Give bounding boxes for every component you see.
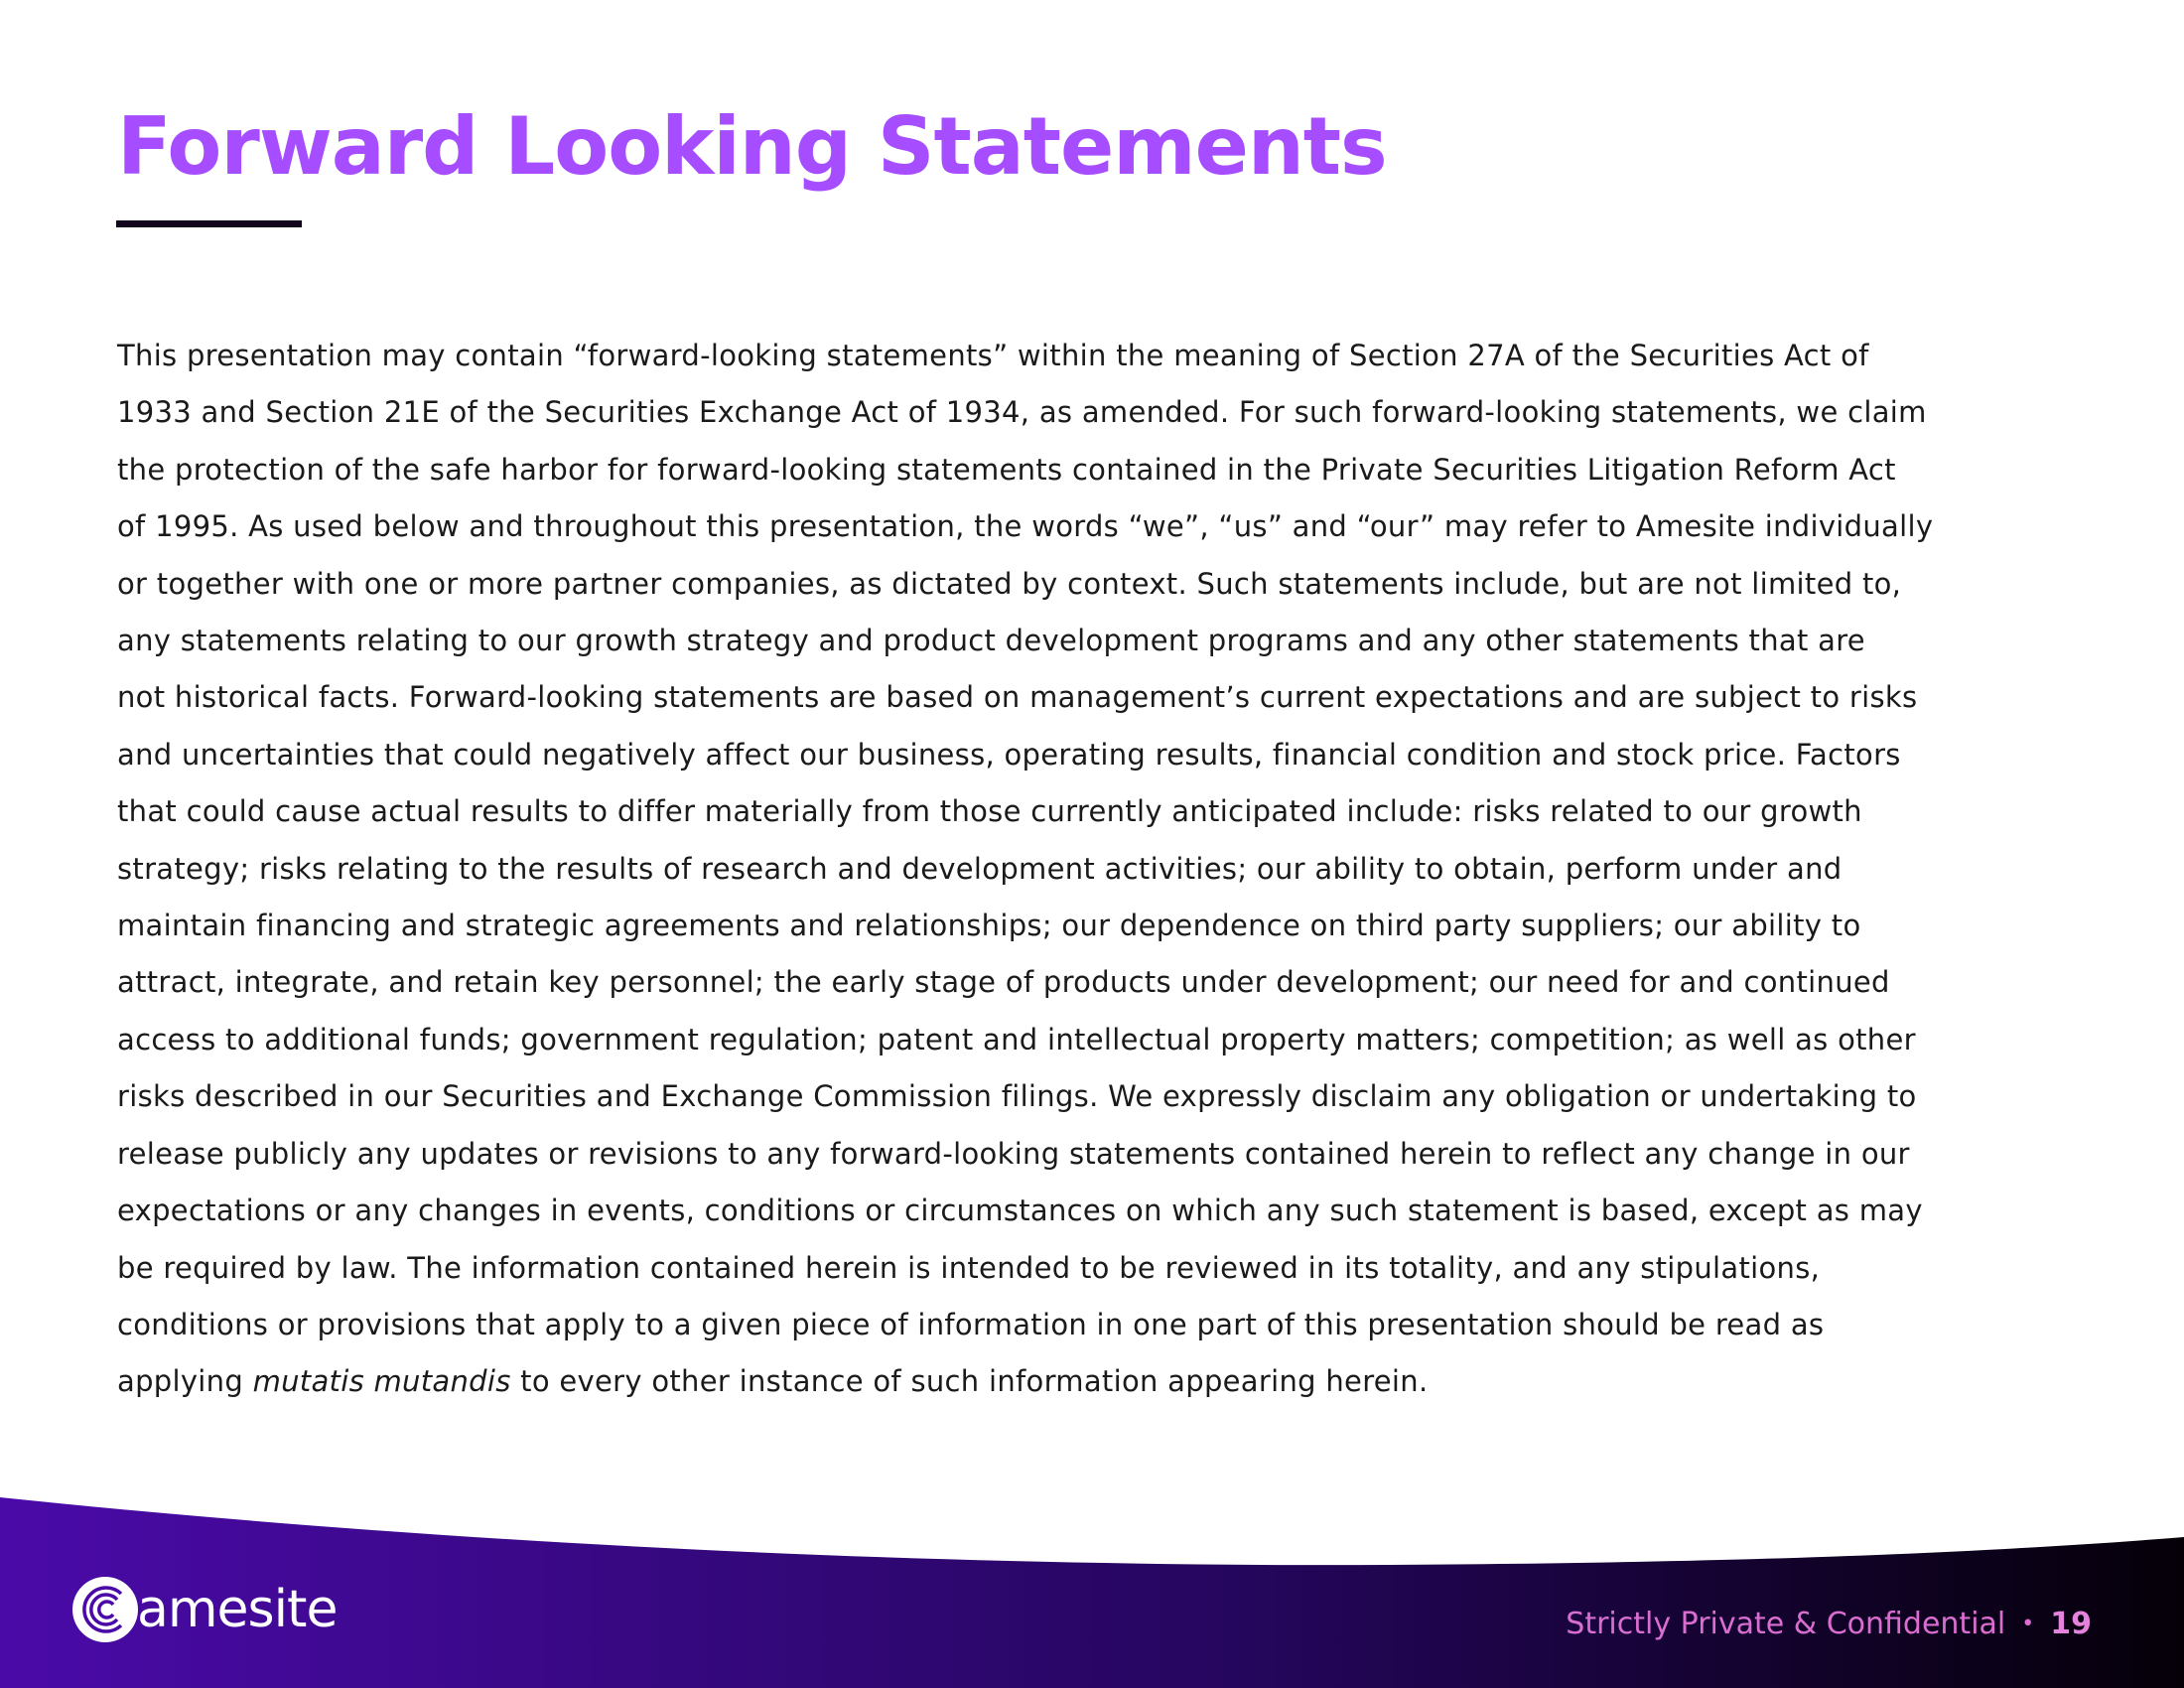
slide-title: Forward Looking Statements <box>117 100 1387 193</box>
body-line-last <box>117 1353 2103 1410</box>
body-line: or together with one or more partner companies, as dictated by context. Such statements include, but are not limited to, <box>117 566 1902 601</box>
body-line: be required by law. The information contained herein is intended to be reviewed in its totality, and any stipulations, <box>117 1250 1821 1285</box>
body-line: access to additional funds; government regulation; patent and intellectual property matters; competition; as well as other <box>117 1022 1916 1056</box>
confidentiality-notice: Strictly Private & Confidential <box>1566 1607 2006 1641</box>
body-line: that could cause actual results to differ materially from those currently anticipated include: risks related to our growth <box>117 794 1862 829</box>
page-number: 19 <box>2050 1607 2092 1641</box>
body-line: the protection of the safe harbor for forward-looking statements contained in the Private Securities Litigation Reform Act <box>117 452 1896 487</box>
body-line: conditions or provisions that apply to a given piece of information in one part of this presentation should be read as <box>117 1307 1825 1341</box>
amesite-logo-icon <box>69 1574 141 1645</box>
body-line: release publicly any updates or revisions to any forward-looking statements contained herein to reflect any change in our <box>117 1136 1910 1171</box>
body-line: expectations or any changes in events, conditions or circumstances on which any such statement is based, except as may <box>117 1194 1923 1228</box>
footer-meta <box>1566 1603 2092 1646</box>
body-line: not historical facts. Forward-looking statements are based on management’s current expectations and are subject to risks <box>117 680 1918 715</box>
body-line: any statements relating to our growth strategy and product development programs and any other statements that are <box>117 624 1865 658</box>
body-line: risks described in our Securities and Exchange Commission filings. We expressly disclaim any obligation or undertaking to <box>117 1079 1917 1114</box>
amesite-logo <box>69 1575 337 1644</box>
body-line: 1933 and Section 21E of the Securities Exchange Act of 1934, as amended. For such forward-looking statements, we claim <box>117 395 1927 430</box>
forward-looking-disclaimer <box>117 328 2103 1411</box>
body-line: maintain financing and strategic agreements and relationships; our dependence on third party suppliers; our ability to <box>117 909 1861 943</box>
logo-wordmark: amesite <box>137 1580 338 1639</box>
body-line: strategy; risks relating to the results of research and development activities; our ability to obtain, perform under and <box>117 851 1843 886</box>
body-text-segment: to every other instance of such information appearing herein. <box>510 1364 1429 1399</box>
title-underline <box>116 220 302 227</box>
body-line: attract, integrate, and retain key personnel; the early stage of products under development; our need for and continued <box>117 965 1890 1000</box>
latin-phrase: mutatis mutandis <box>252 1364 511 1399</box>
body-line: and uncertainties that could negatively affect our business, operating results, financial condition and stock price. Factors <box>117 737 1901 772</box>
body-text-segment: applying <box>117 1364 253 1399</box>
body-line: of 1995. As used below and throughout this presentation, the words “we”, “us” and “our” may refer to Amesite individually <box>117 509 1934 544</box>
body-line: This presentation may contain “forward-looking statements” within the meaning of Section 27A of the Securities Act of <box>117 339 1869 372</box>
footer-separator: • <box>2021 1612 2035 1636</box>
